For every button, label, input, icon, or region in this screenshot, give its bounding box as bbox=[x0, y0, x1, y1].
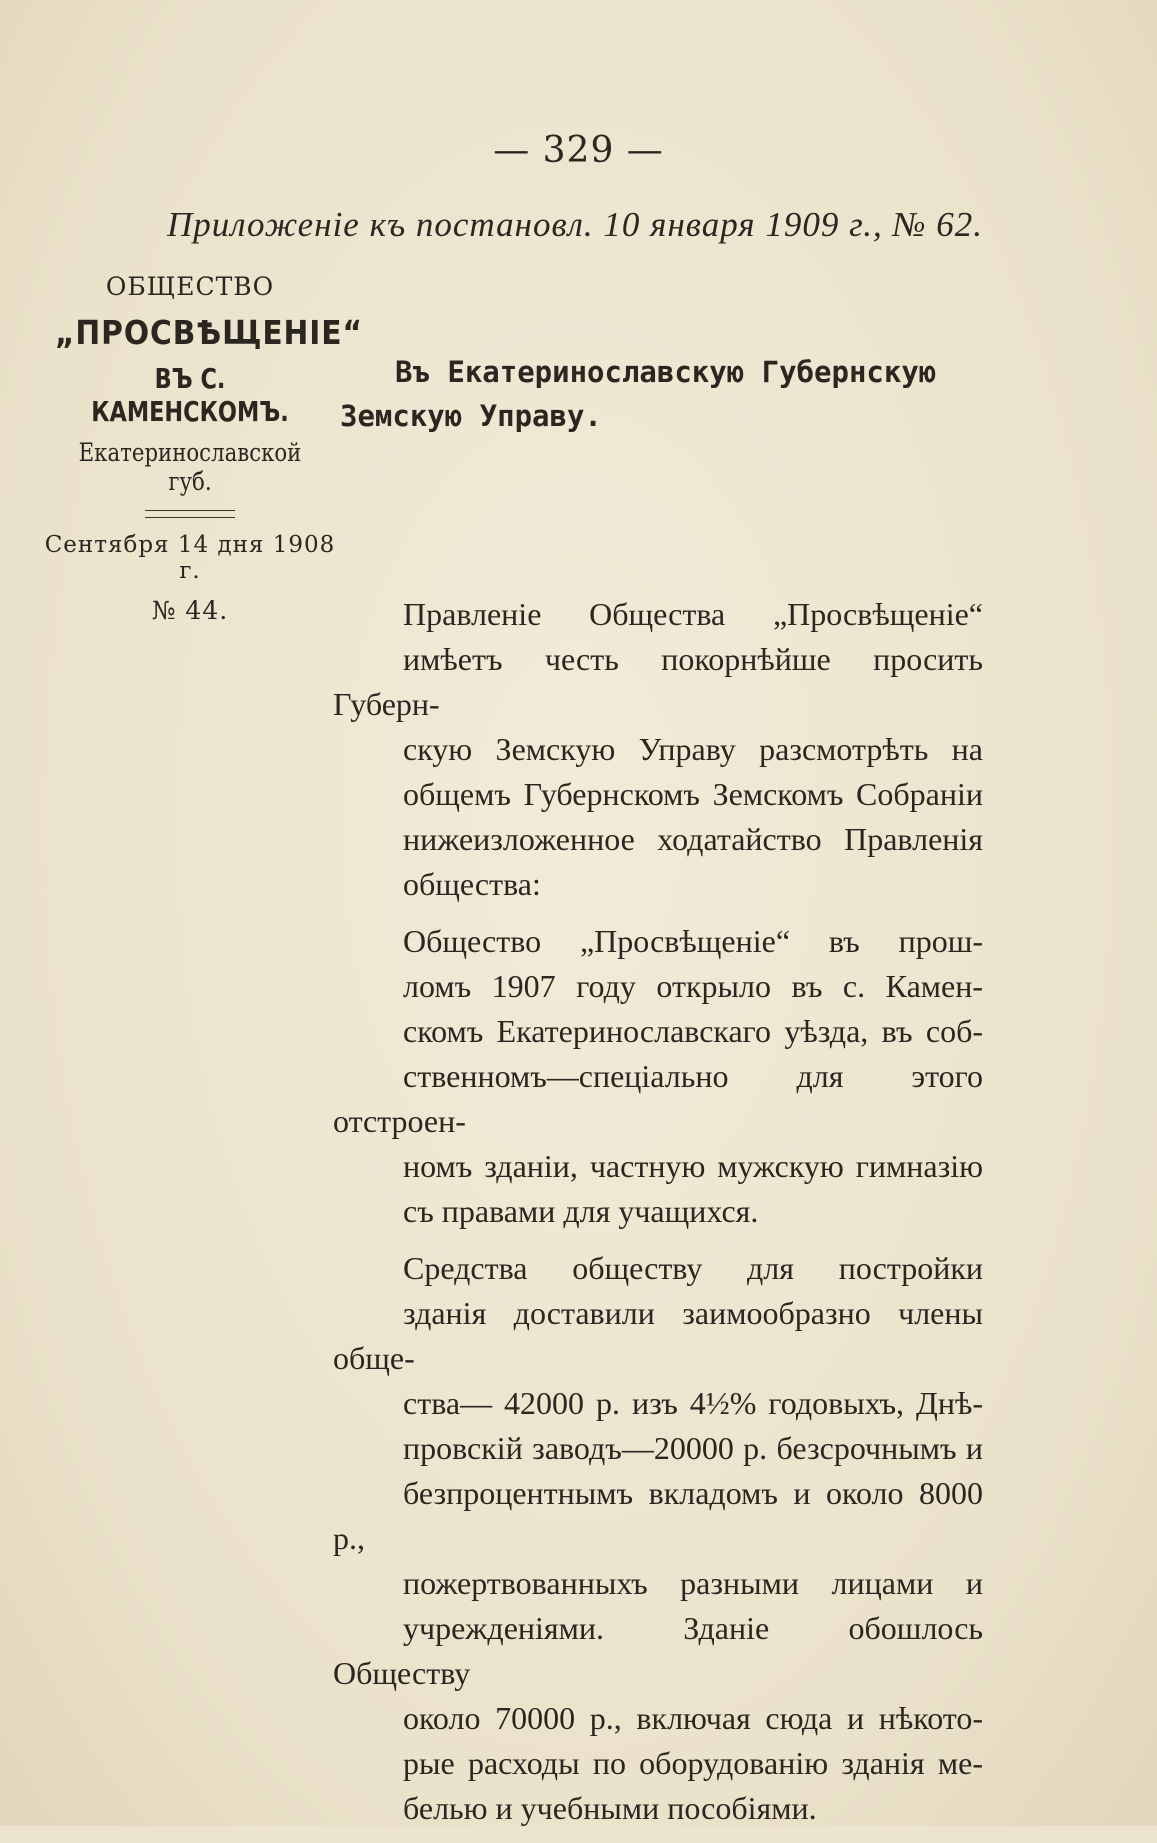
addressee-block bbox=[340, 350, 1000, 438]
text-line: ломъ 1907 году открыло въ с. Камен- bbox=[403, 968, 983, 1004]
sender-block bbox=[40, 272, 363, 625]
addressee-line-1: Въ Екатеринославскую Губернскую bbox=[395, 355, 937, 389]
letter-date: Сентября 14 дня 1908 г. bbox=[44, 532, 336, 584]
text-line: номъ зданiи, частную мужскую гимназiю bbox=[403, 1148, 983, 1184]
text-line: рые расходы по оборудованiю зданiя ме- bbox=[403, 1745, 983, 1781]
text-line: скую Земскую Управу разсмотрѣть на bbox=[403, 731, 983, 767]
text-line: пожертвованныхъ разными лицами и bbox=[403, 1565, 983, 1601]
text-line: безпроцентнымъ вкладомъ и около 8000 р., bbox=[333, 1475, 983, 1556]
text-line: съ правами для учащихся. bbox=[403, 1193, 759, 1229]
text-line: Общество „Просвѣщенiе“ въ прош- bbox=[403, 923, 983, 959]
paragraph-2 bbox=[333, 919, 983, 1234]
text-line: Средства обществу для постройки bbox=[403, 1250, 983, 1286]
text-line: учрежденiями. Зданiе обошлось Обществу bbox=[333, 1610, 983, 1691]
text-line: скомъ Екатеринославскаго уѣзда, въ соб- bbox=[403, 1013, 983, 1049]
text-line: провскiй заводъ—20000 р. безсрочнымъ и bbox=[403, 1430, 983, 1466]
paragraph-1 bbox=[333, 592, 983, 907]
sender-province: Екатеринославской губ. bbox=[78, 438, 302, 496]
letter-number: № 44. bbox=[151, 596, 229, 625]
text-line: ства— 42000 р. изъ 4½% годовыхъ, Днѣ- bbox=[403, 1385, 983, 1421]
text-line: белью и учебными пособiями. bbox=[403, 1790, 817, 1826]
text-line: ственномъ—спецiально для этого отстроен- bbox=[333, 1058, 983, 1139]
sender-org-name: „ПРОСВѢЩЕНIЕ“ bbox=[55, 313, 363, 352]
text-line: общемъ Губернскомъ Земскомъ Собранiи bbox=[403, 776, 983, 812]
paragraph-3 bbox=[333, 1246, 983, 1831]
text-line: зданiя доставили заимообразно члены обще- bbox=[333, 1295, 983, 1376]
text-line: Правленiе Общества „Просвѣщенiе“ bbox=[403, 596, 983, 632]
text-line: нижеизложенное ходатайство Правленiя bbox=[403, 821, 983, 857]
divider-rule bbox=[145, 510, 235, 518]
text-line: общества: bbox=[403, 866, 541, 902]
text-line: имѣетъ честь покорнѣйше просить Губерн- bbox=[333, 641, 983, 722]
sender-org-type: ОБЩЕСТВО bbox=[105, 272, 275, 301]
sender-location: ВЪ С. КАМЕНСКОМЪ. bbox=[91, 362, 289, 428]
appendix-note: Приложенiе къ постановл. 10 января 1909 г., № 62. bbox=[166, 205, 984, 244]
text-line: около 70000 р., включая сюда и нѣкото- bbox=[403, 1700, 983, 1736]
addressee-line-2: Земскую Управу. bbox=[340, 399, 602, 433]
page-number: — 329 — bbox=[493, 130, 664, 171]
letter-body bbox=[333, 592, 983, 1843]
